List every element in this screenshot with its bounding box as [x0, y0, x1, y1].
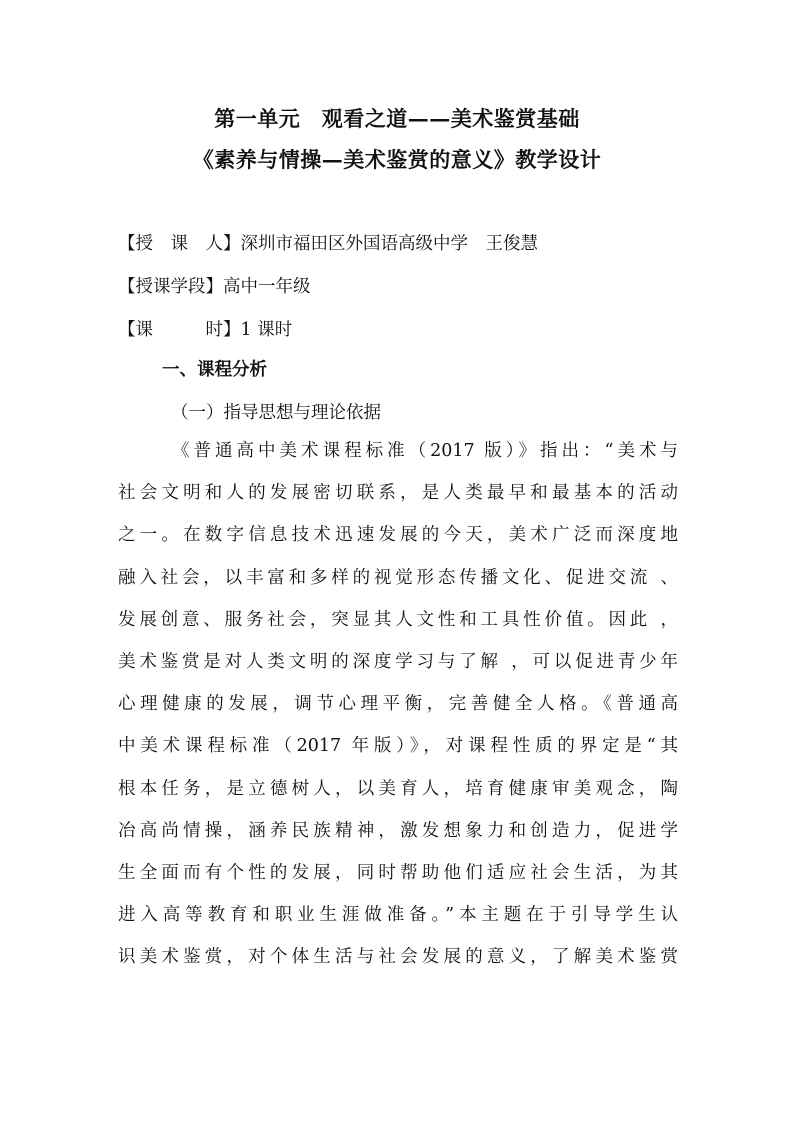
- body-paragraph: [118, 436, 678, 984]
- subsection-heading: （一）指导思想与理论依据: [171, 403, 381, 423]
- paragraph-line: 美术鉴赏是对人类文明的深度学习与了解 ，可以促进青少年: [118, 651, 678, 672]
- meta-duration: 【课 时】1 课时: [118, 320, 293, 340]
- lesson-title: 《素养与情操—美术鉴赏的意义》教学设计: [192, 147, 602, 172]
- paragraph-line: 心理健康的发展，调节心理平衡，完善健全人格。《普通高: [118, 694, 678, 715]
- paragraph-line: 融入社会，以丰富和多样的视觉形态传播文化、促进交流 、: [118, 567, 678, 588]
- paragraph-line: 之一。在数字信息技术迅速发展的今天，美术广泛而深度地: [118, 525, 678, 546]
- paragraph-line: 中美术课程标准（2017 年版）》，对课程性质的界定是“其: [118, 736, 678, 757]
- paragraph-line: 进入高等教育和职业生涯做准备。”本主题在于引导学生认: [118, 905, 678, 926]
- meta-teacher: 【授 课 人】深圳市福田区外国语高级中学 王俊慧: [118, 234, 538, 254]
- paragraph-line: 《普通高中美术课程标准（2017 版）》指出：“美术与: [172, 441, 678, 461]
- paragraph-line: 发展创意、服务社会，突显其人文性和工具性价值。因此 ，: [118, 609, 678, 630]
- unit-title: 第一单元 观看之道——美术鉴赏基础: [214, 106, 580, 131]
- paragraph-line: 根本任务，是立德树人，以美育人，培育健康审美观念，陶: [118, 778, 678, 799]
- paragraph-line: 识美术鉴赏，对个体生活与社会发展的意义，了解美术鉴赏: [118, 947, 678, 968]
- meta-grade: 【授课学段】高中一年级: [118, 277, 311, 297]
- paragraph-line: 冶高尚情操，涵养民族精神，激发想象力和创造力，促进学: [118, 820, 678, 841]
- section-heading: 一、课程分析: [162, 360, 267, 380]
- paragraph-line: 社会文明和人的发展密切联系，是人类最早和最基本的活动: [118, 483, 678, 504]
- paragraph-line: 生全面而有个性的发展，同时帮助他们适应社会生活，为其: [118, 862, 678, 883]
